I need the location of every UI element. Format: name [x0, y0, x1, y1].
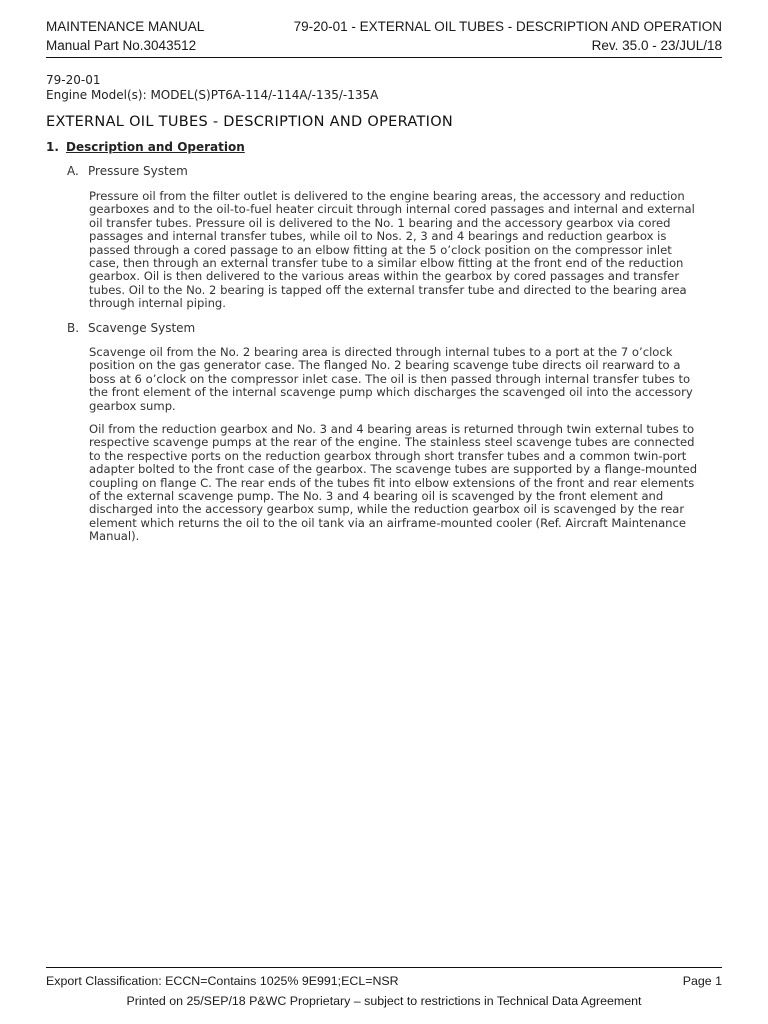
page-footer: [46, 971, 722, 1011]
section-label: Description and Operation: [66, 140, 245, 154]
manual-title: MAINTENANCE MANUAL: [46, 19, 205, 34]
page-header: [46, 17, 722, 55]
section-header-title: 79-20-01 - EXTERNAL OIL TUBES - DESCRIPTION AND OPERATION: [293, 19, 722, 34]
subsection-a-number: A.: [67, 164, 79, 178]
section-heading: [46, 140, 245, 154]
engine-models: Engine Model(s): MODEL(S)PT6A-114/-114A/-135/-135A: [46, 87, 379, 102]
subsection-a-label: Pressure System: [88, 164, 188, 178]
subsection-b-heading: [67, 321, 195, 335]
subsection-a-heading: [67, 164, 188, 178]
page-number: Page 1: [682, 974, 722, 988]
revision-date: Rev. 35.0 - 23/JUL/18: [591, 38, 722, 53]
page-title: EXTERNAL OIL TUBES - DESCRIPTION AND OPERATION: [46, 114, 454, 130]
scavenge-paragraph-2: Oil from the reduction gearbox and No. 3 and 4 bearing areas is returned through twin external tubes to respective scavenge pumps at the rear of the engine. The stainless steel scavenge tubes are connected to the respective ports on the reduction gearbox through short transfer tubes and a common twin-port adapter bolted to the front case of the gearbox. The scavenge tubes are supported by a flange-mounted coupling on flange C. The rear ends of the tubes fit into elbow extensions of the front and rear elements of the external scavenge pump. The No. 3 and 4 bearing oil is scavenged by the front element and discharged into the accessory gearbox sump, while the reduction gearbox oil is scavenged by the rear element which returns the oil to the oil tank via an airframe-mounted cooler (Ref. Aircraft Maintenance Manual).: [89, 422, 698, 544]
document-meta: [46, 73, 378, 102]
subsection-b-label: Scavenge System: [88, 321, 196, 335]
doc-number: 79-20-01: [46, 73, 101, 87]
manual-part-number: Manual Part No.3043512: [46, 38, 197, 53]
printed-notice: Printed on 25/SEP/18 P&WC Proprietary – subject to restrictions in Technical Data Agreement: [126, 994, 642, 1008]
header-divider: [46, 57, 722, 58]
export-classification: Export Classification: ECCN=Contains 1025% 9E991;ECL=NSR: [46, 974, 399, 988]
scavenge-paragraph-1: Scavenge oil from the No. 2 bearing area is directed through internal tubes to a port at the 7 o’clock position on the gas generator case. The flanged No. 2 bearing scavenge tube directs oil rearward to a boss at 6 o’clock on the compressor inlet case. The oil is then passed through internal transfer tubes to the front element of the internal scavenge pump which discharges the scavenged oil into the accessory gearbox sump.: [89, 345, 693, 413]
section-number: 1.: [46, 140, 59, 154]
footer-divider: [46, 967, 722, 968]
pressure-system-paragraph: Pressure oil from the filter outlet is delivered to the engine bearing areas, the accessory and reduction gearboxes and to the oil-to-fuel heater circuit through internal cored passages and internal and external oil transfer tubes. Pressure oil is delivered to the No. 1 bearing and the accessory gearbox via cored passages and internal transfer tubes, while oil to Nos. 2, 3 and 4 bearings and reduction gearbox is passed through a cored passage to an elbow fitting at the 5 o’clock position on the compressor inlet case, then through an external transfer tube to a similar elbow fitting at the front end of the reduction gearbox. Oil is then delivered to the various areas within the gearbox by cored passages and transfer tubes. Oil to the No. 2 bearing is tapped off the external transfer tube and directed to the bearing area through internal piping.: [89, 189, 695, 311]
subsection-b-number: B.: [67, 321, 80, 335]
